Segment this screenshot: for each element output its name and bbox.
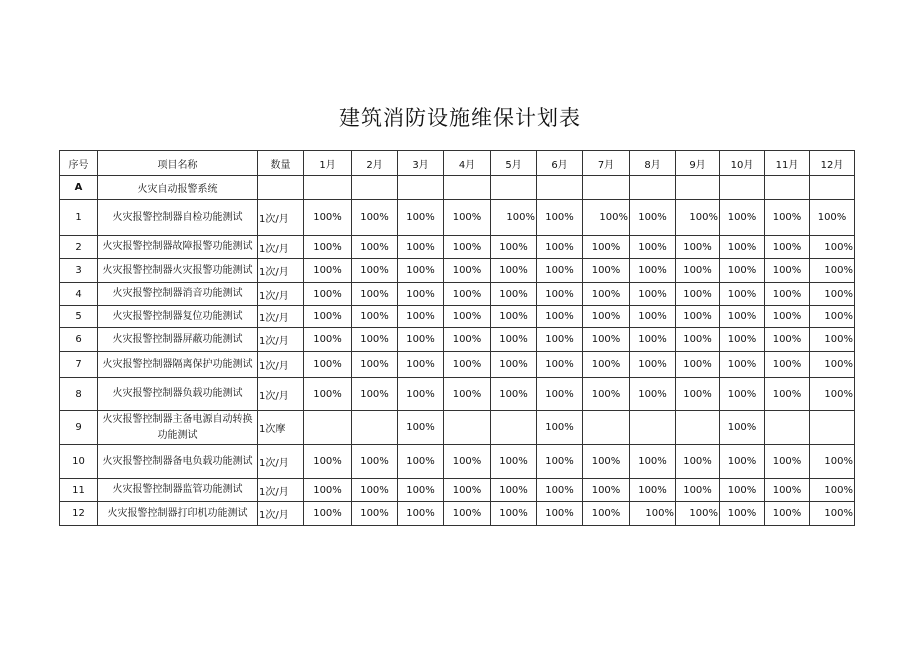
item-name: 火灾报警控制器主备电源自动转换功能测试 (98, 411, 258, 445)
month-cell: 100% (398, 445, 444, 479)
month-cell: 100% (630, 200, 676, 236)
month-cell: 100% (676, 306, 720, 328)
empty-cell (304, 176, 352, 200)
quantity: 1次/月 (258, 479, 304, 502)
month-cell (304, 411, 352, 445)
quantity: 1次/月 (258, 445, 304, 479)
month-cell: 100% (630, 328, 676, 352)
month-cell: 100% (537, 200, 583, 236)
row-number: 7 (60, 352, 98, 378)
month-cell: 100% (304, 236, 352, 259)
table-row (60, 328, 855, 352)
month-cell: 100% (537, 259, 583, 283)
month-cell (676, 411, 720, 445)
month-cell: 100% (491, 259, 537, 283)
month-cell: 100% (765, 502, 810, 526)
month-cell: 100% (444, 328, 491, 352)
month-cell: 100% (537, 283, 583, 306)
empty-cell (765, 176, 810, 200)
month-cell: 100% (352, 479, 398, 502)
month-cell: 100% (720, 502, 765, 526)
header-month-11: 11月 (765, 151, 810, 176)
row-number: 10 (60, 445, 98, 479)
month-cell: 100% (444, 352, 491, 378)
month-cell (810, 411, 855, 445)
item-name: 火灾报警控制器火灾报警功能测试 (98, 259, 258, 283)
month-cell: 100% (398, 502, 444, 526)
month-cell: 100% (352, 352, 398, 378)
item-name: 火灾报警控制器自检功能测试 (98, 200, 258, 236)
month-cell: 100% (304, 306, 352, 328)
month-cell: 100% (676, 352, 720, 378)
month-cell: 100% (630, 352, 676, 378)
table-row (60, 479, 855, 502)
month-cell: 100% (810, 236, 855, 259)
month-cell: 100% (537, 352, 583, 378)
row-number: 9 (60, 411, 98, 445)
month-cell: 100% (720, 378, 765, 411)
month-cell: 100% (352, 306, 398, 328)
page-title: 建筑消防设施维保计划表 (339, 106, 581, 130)
month-cell: 100% (444, 283, 491, 306)
month-cell: 100% (352, 328, 398, 352)
table-row (60, 200, 855, 236)
month-cell: 100% (398, 283, 444, 306)
month-cell: 100% (720, 306, 765, 328)
maintenance-plan-table (59, 150, 855, 526)
month-cell (630, 411, 676, 445)
table-row (60, 445, 855, 479)
month-cell: 100% (398, 479, 444, 502)
item-name: 火灾报警控制器故障报警功能测试 (98, 236, 258, 259)
month-cell: 100% (398, 352, 444, 378)
month-cell: 100% (765, 378, 810, 411)
month-cell: 100% (444, 378, 491, 411)
empty-cell (630, 176, 676, 200)
month-cell: 100% (676, 502, 720, 526)
month-cell: 100% (444, 502, 491, 526)
month-cell: 100% (720, 445, 765, 479)
month-cell: 100% (352, 502, 398, 526)
item-name: 火灾报警控制器屏蔽功能测试 (98, 328, 258, 352)
month-cell: 100% (676, 200, 720, 236)
section-row (60, 176, 855, 200)
quantity: 1次/月 (258, 283, 304, 306)
month-cell: 100% (537, 479, 583, 502)
month-cell: 100% (444, 259, 491, 283)
empty-cell (810, 176, 855, 200)
header-month-6: 6月 (537, 151, 583, 176)
month-cell: 100% (583, 502, 630, 526)
quantity: 1次/月 (258, 378, 304, 411)
section-name: 火灾自动报警系统 (98, 176, 258, 200)
month-cell: 100% (810, 306, 855, 328)
month-cell: 100% (765, 479, 810, 502)
empty-cell (583, 176, 630, 200)
item-name: 火灾报警控制器备电负载功能测试 (98, 445, 258, 479)
month-cell: 100% (491, 502, 537, 526)
item-name: 火灾报警控制器隔离保护功能测试 (98, 352, 258, 378)
month-cell: 100% (537, 411, 583, 445)
month-cell: 100% (630, 378, 676, 411)
empty-cell (444, 176, 491, 200)
month-cell: 100% (810, 259, 855, 283)
month-cell: 100% (676, 283, 720, 306)
month-cell: 100% (491, 479, 537, 502)
table-row (60, 236, 855, 259)
month-cell: 100% (810, 378, 855, 411)
month-cell: 100% (630, 306, 676, 328)
month-cell: 100% (491, 283, 537, 306)
row-number: 11 (60, 479, 98, 502)
month-cell: 100% (630, 259, 676, 283)
item-name: 火灾报警控制器打印机功能测试 (98, 502, 258, 526)
table-row (60, 502, 855, 526)
month-cell: 100% (304, 328, 352, 352)
month-cell (444, 411, 491, 445)
month-cell: 100% (765, 283, 810, 306)
empty-cell (398, 176, 444, 200)
header-month-8: 8月 (630, 151, 676, 176)
month-cell: 100% (304, 378, 352, 411)
month-cell: 100% (537, 445, 583, 479)
row-number: 5 (60, 306, 98, 328)
month-cell: 100% (583, 378, 630, 411)
month-cell: 100% (765, 200, 810, 236)
header-month-4: 4月 (444, 151, 491, 176)
month-cell: 100% (583, 236, 630, 259)
month-cell: 100% (304, 259, 352, 283)
month-cell: 100% (491, 445, 537, 479)
empty-cell (491, 176, 537, 200)
quantity: 1次/月 (258, 352, 304, 378)
month-cell: 100% (630, 502, 676, 526)
header-month-1: 1月 (304, 151, 352, 176)
month-cell: 100% (444, 479, 491, 502)
table-header-row (60, 151, 855, 176)
month-cell: 100% (765, 259, 810, 283)
row-number: 6 (60, 328, 98, 352)
month-cell: 100% (720, 411, 765, 445)
month-cell: 100% (630, 479, 676, 502)
table-row (60, 411, 855, 445)
row-number: 4 (60, 283, 98, 306)
month-cell: 100% (676, 259, 720, 283)
month-cell: 100% (352, 236, 398, 259)
header-number: 序号 (60, 151, 98, 176)
month-cell: 100% (444, 445, 491, 479)
month-cell: 100% (304, 445, 352, 479)
quantity: 1次/月 (258, 306, 304, 328)
month-cell: 100% (444, 200, 491, 236)
month-cell: 100% (676, 378, 720, 411)
month-cell: 100% (304, 352, 352, 378)
month-cell: 100% (720, 283, 765, 306)
header-month-5: 5月 (491, 151, 537, 176)
month-cell: 100% (765, 352, 810, 378)
row-number: 12 (60, 502, 98, 526)
month-cell: 100% (444, 306, 491, 328)
item-name: 火灾报警控制器消音功能测试 (98, 283, 258, 306)
month-cell: 100% (810, 445, 855, 479)
month-cell: 100% (398, 259, 444, 283)
month-cell: 100% (352, 445, 398, 479)
row-number: 1 (60, 200, 98, 236)
month-cell: 100% (583, 259, 630, 283)
month-cell: 100% (720, 479, 765, 502)
month-cell: 100% (583, 306, 630, 328)
month-cell: 100% (491, 200, 537, 236)
month-cell: 100% (398, 236, 444, 259)
month-cell: 100% (810, 200, 855, 236)
table-row (60, 306, 855, 328)
month-cell: 100% (720, 259, 765, 283)
month-cell: 100% (630, 445, 676, 479)
month-cell: 100% (398, 328, 444, 352)
month-cell: 100% (810, 479, 855, 502)
month-cell: 100% (720, 236, 765, 259)
month-cell: 100% (583, 283, 630, 306)
month-cell: 100% (583, 328, 630, 352)
month-cell: 100% (304, 283, 352, 306)
header-quantity: 数量 (258, 151, 304, 176)
month-cell (583, 411, 630, 445)
quantity: 1次/月 (258, 328, 304, 352)
row-number: 2 (60, 236, 98, 259)
month-cell: 100% (810, 283, 855, 306)
month-cell: 100% (398, 378, 444, 411)
month-cell: 100% (810, 352, 855, 378)
header-month-2: 2月 (352, 151, 398, 176)
month-cell: 100% (630, 236, 676, 259)
month-cell: 100% (444, 236, 491, 259)
month-cell: 100% (398, 411, 444, 445)
month-cell: 100% (491, 236, 537, 259)
empty-cell (537, 176, 583, 200)
month-cell: 100% (765, 306, 810, 328)
item-name: 火灾报警控制器复位功能测试 (98, 306, 258, 328)
month-cell: 100% (583, 445, 630, 479)
quantity: 1次/月 (258, 236, 304, 259)
month-cell: 100% (491, 328, 537, 352)
section-id: A (60, 176, 98, 200)
table-row (60, 378, 855, 411)
month-cell: 100% (537, 502, 583, 526)
table-row (60, 259, 855, 283)
quantity: 1次/月 (258, 200, 304, 236)
month-cell: 100% (765, 236, 810, 259)
month-cell: 100% (352, 283, 398, 306)
quantity: 1次/月 (258, 259, 304, 283)
month-cell: 100% (630, 283, 676, 306)
empty-cell (676, 176, 720, 200)
quantity: 1次/月 (258, 502, 304, 526)
header-item-name: 项目名称 (98, 151, 258, 176)
month-cell: 100% (720, 352, 765, 378)
empty-cell (720, 176, 765, 200)
item-name: 火灾报警控制器负载功能测试 (98, 378, 258, 411)
month-cell: 100% (583, 200, 630, 236)
month-cell: 100% (583, 352, 630, 378)
item-name: 火灾报警控制器监管功能测试 (98, 479, 258, 502)
month-cell: 100% (537, 236, 583, 259)
month-cell: 100% (676, 445, 720, 479)
month-cell: 100% (398, 200, 444, 236)
header-month-12: 12月 (810, 151, 855, 176)
month-cell: 100% (491, 352, 537, 378)
month-cell: 100% (765, 445, 810, 479)
month-cell: 100% (765, 328, 810, 352)
month-cell: 100% (676, 236, 720, 259)
empty-cell (258, 176, 304, 200)
month-cell: 100% (398, 306, 444, 328)
month-cell: 100% (304, 200, 352, 236)
header-month-9: 9月 (676, 151, 720, 176)
month-cell: 100% (491, 378, 537, 411)
month-cell: 100% (720, 200, 765, 236)
month-cell: 100% (304, 479, 352, 502)
row-number: 8 (60, 378, 98, 411)
month-cell: 100% (491, 306, 537, 328)
month-cell: 100% (352, 200, 398, 236)
month-cell: 100% (352, 378, 398, 411)
month-cell: 100% (304, 502, 352, 526)
table-row (60, 283, 855, 306)
month-cell: 100% (352, 259, 398, 283)
quantity: 1次摩 (258, 411, 304, 445)
month-cell: 100% (720, 328, 765, 352)
month-cell (352, 411, 398, 445)
month-cell: 100% (537, 328, 583, 352)
month-cell: 100% (810, 502, 855, 526)
table-row (60, 352, 855, 378)
month-cell: 100% (537, 306, 583, 328)
month-cell: 100% (537, 378, 583, 411)
month-cell (765, 411, 810, 445)
month-cell: 100% (583, 479, 630, 502)
month-cell: 100% (676, 328, 720, 352)
header-month-3: 3月 (398, 151, 444, 176)
month-cell: 100% (810, 328, 855, 352)
header-month-7: 7月 (583, 151, 630, 176)
empty-cell (352, 176, 398, 200)
row-number: 3 (60, 259, 98, 283)
month-cell (491, 411, 537, 445)
month-cell: 100% (676, 479, 720, 502)
header-month-10: 10月 (720, 151, 765, 176)
